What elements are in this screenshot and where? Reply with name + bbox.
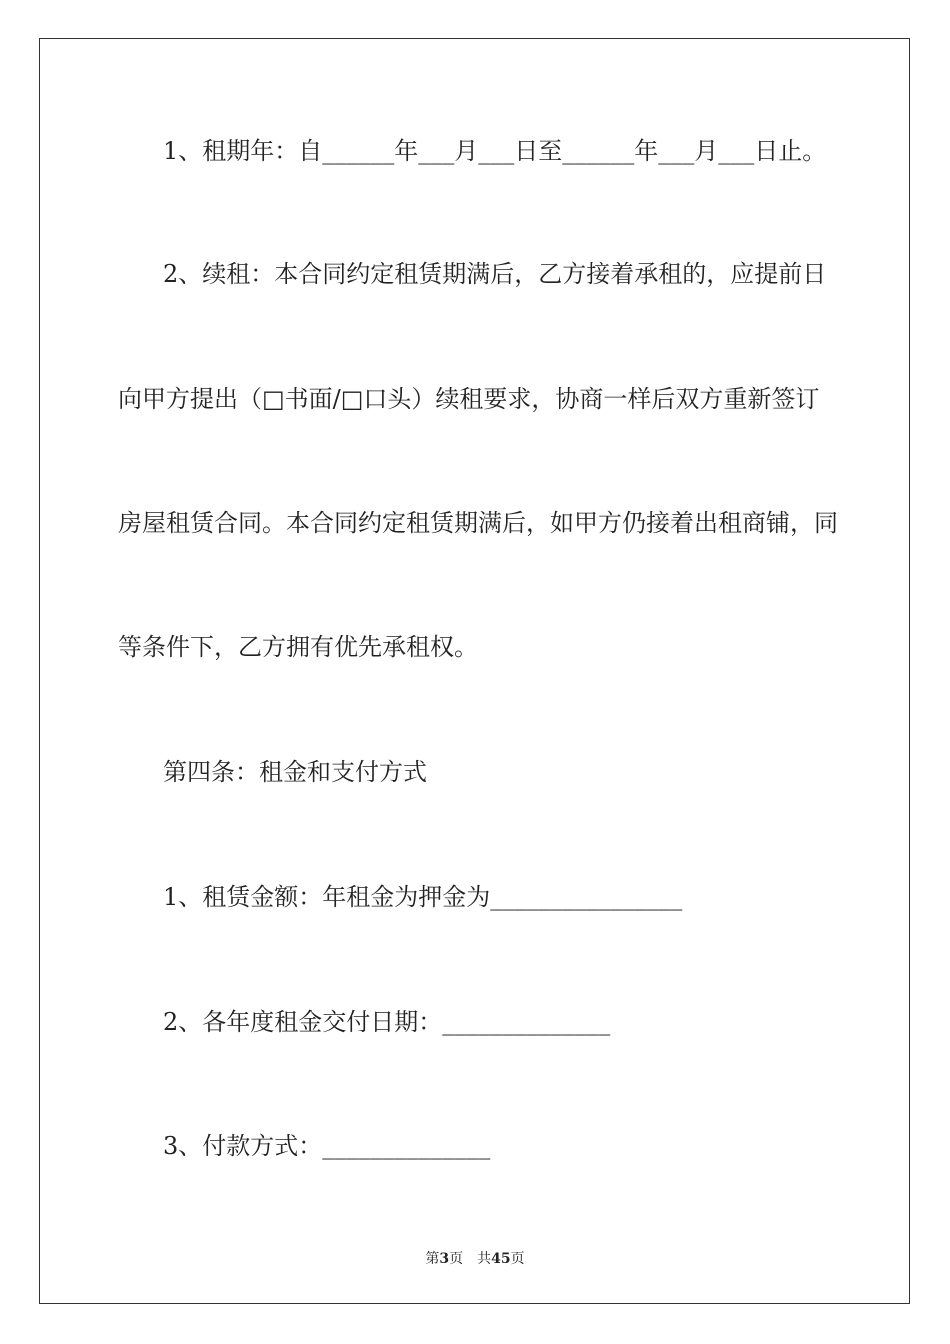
footer-page-number: 3 <box>439 1251 450 1267</box>
renewal-line-4: 等条件下，乙方拥有优先承租权。 <box>118 633 478 661</box>
payment-method-line: 3、付款方式：______________ <box>163 1132 491 1160</box>
page-footer <box>0 1248 950 1268</box>
renewal-line-3: 房屋租赁合同。本合同约定租赁期满后，如甲方仍接着出租商铺，同 <box>118 509 838 537</box>
lease-term-line: 1、租期年：自______年___月___日至______年___月___日止。 <box>163 137 827 165</box>
payment-date-line: 2、各年度租金交付日期：______________ <box>163 1008 611 1036</box>
footer-total-pages: 45 <box>491 1251 511 1267</box>
rent-amount-line: 1、租赁金额：年租金为押金为________________ <box>163 883 683 911</box>
renewal-line-2: 向甲方提出（□书面/□口头）续租要求，协商一样后双方重新签订 <box>118 385 820 413</box>
footer-mid: 页 共 <box>449 1251 492 1267</box>
page-frame <box>39 38 910 1304</box>
renewal-line-1: 2、续租：本合同约定租赁期满后，乙方接着承租的，应提前日 <box>163 260 827 288</box>
footer-suffix: 页 <box>510 1251 525 1267</box>
footer-prefix: 第 <box>425 1251 440 1267</box>
article-four-heading: 第四条：租金和支付方式 <box>163 758 427 786</box>
